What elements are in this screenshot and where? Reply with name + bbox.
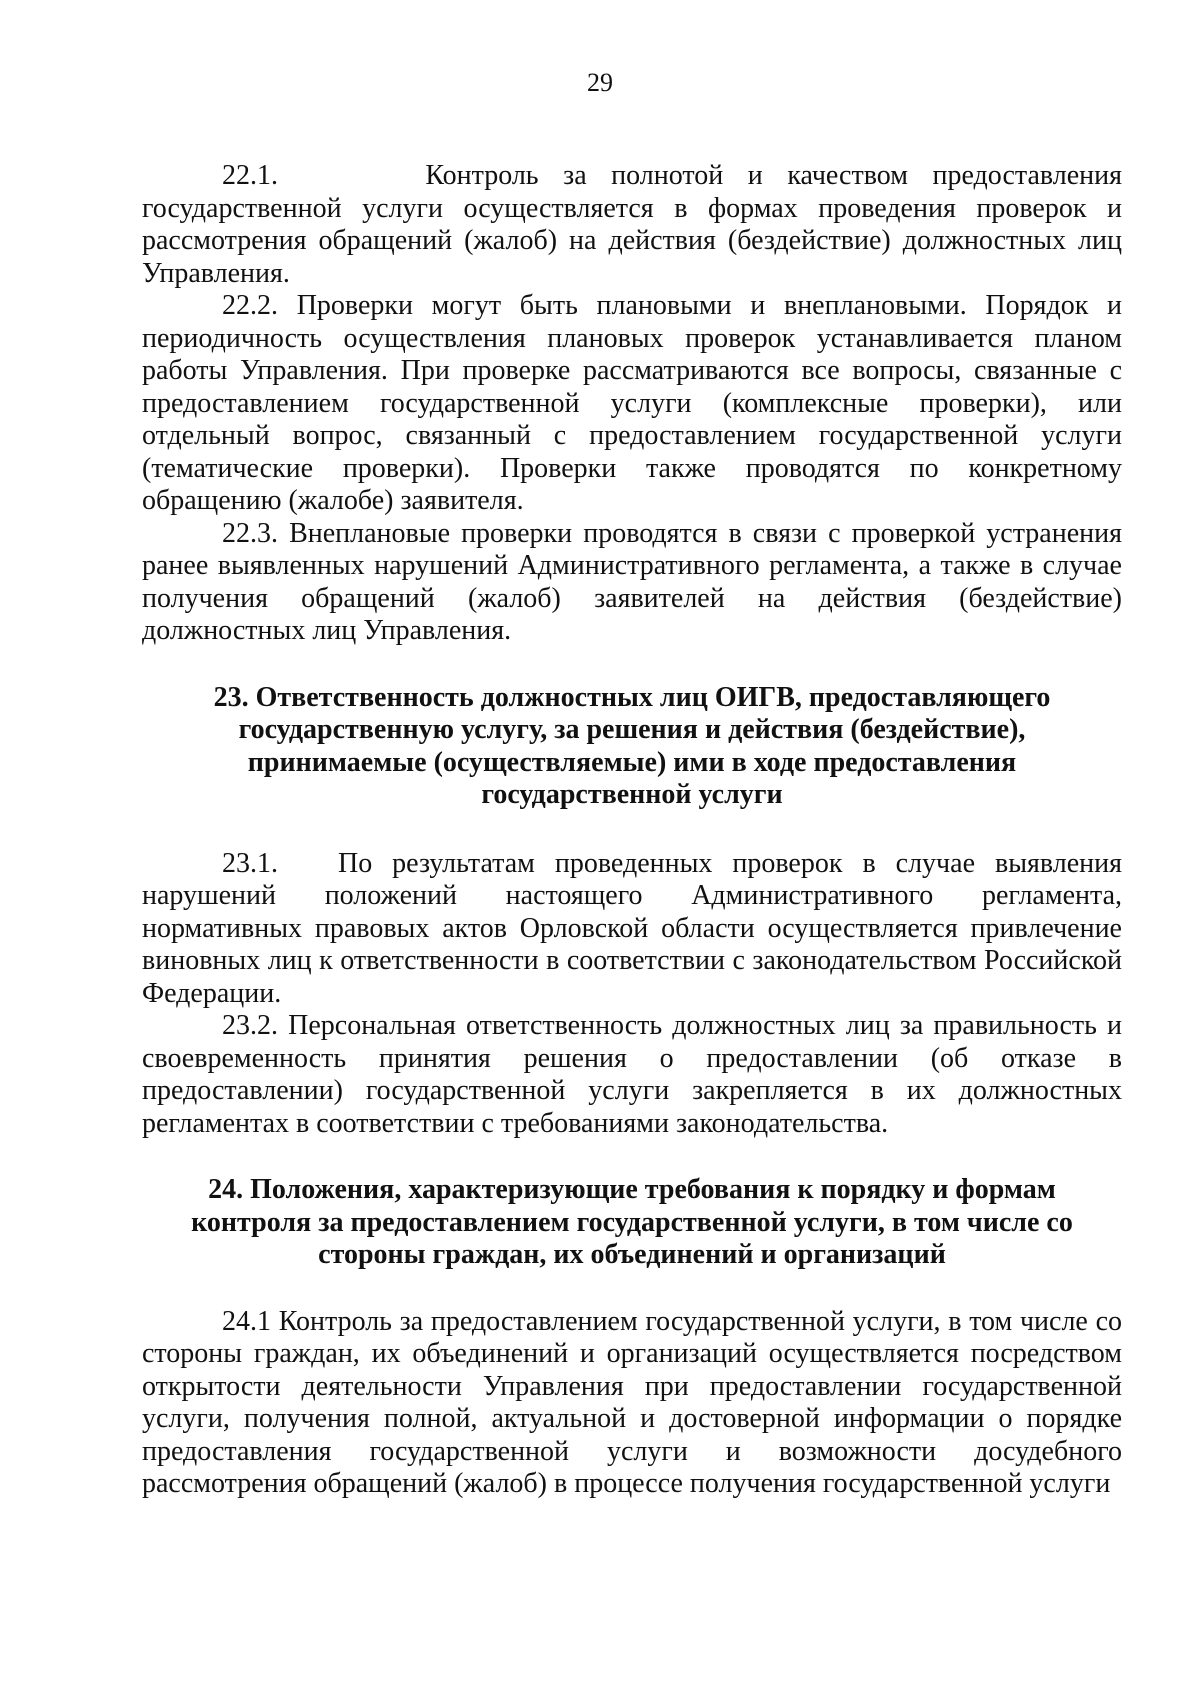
paragraph-22-2 — [142, 290, 1122, 518]
document-body — [142, 160, 1122, 1501]
paragraph-24-1 — [142, 1306, 1122, 1501]
section-heading-24: 24. Положения, характеризующие требования к порядку и формам контроля за предоставлением государственной услуги, в том числе со стороны граждан, их объединений и организаций — [191, 1174, 1073, 1270]
paragraph-number: 23.1. — [222, 847, 278, 879]
paragraph-23-1 — [142, 848, 1122, 1011]
paragraph-22-3 — [142, 518, 1122, 648]
paragraph-number: 23.2. — [222, 1010, 278, 1041]
paragraph-text: Персональная ответственность должностных лиц за правильность и своевременность принятия решения о предоставлении (об отказе в предоставлении) государственной услуги закрепляется в их должностных регламентах в соответствии с требованиями законодательства. — [142, 1010, 1123, 1139]
paragraph-text: По результатам проведенных проверок в случае выявления нарушений положений настоящего Административного регламента, нормативных правовых актов Орловской области осуществляется привлечение виновных лиц к ответственности в соответствии с законодательством Российской Федерации. — [142, 847, 1122, 1009]
paragraph-22-1 — [142, 160, 1122, 290]
paragraph-text: Внеплановые проверки проводятся в связи с проверкой устранения ранее выявленных нарушений Административного регламента, а также в случае получения обращений (жалоб) заявителей на действия (бездействие) должностных лиц Управления. — [142, 517, 1122, 646]
paragraph-text: Контроль за предоставлением государственной услуги, в том числе со стороны граждан, их объединений и организаций осуществляется посредством открытости деятельности Управления при предоставлении государственной услуги, получения полной, актуальной и достоверной информации о порядке предоставления государственной услуги и возможности досудебного рассмотрения обращений (жалоб) в процессе получения государственной услуги — [142, 1305, 1123, 1499]
section-heading-23: 23. Ответственность должностных лиц ОИГВ, предоставляющего государственную услугу, за решения и действия (бездействие), принимаемые (осуществляемые) ими в ходе предоставления государственной услуги — [213, 681, 1051, 810]
paragraph-number: 22.3. — [222, 517, 278, 549]
paragraph-number: 22.2. — [222, 290, 278, 321]
paragraph-23-2 — [142, 1010, 1122, 1140]
page-number: 29 — [587, 68, 613, 97]
paragraph-number: 22.1. — [222, 160, 278, 191]
paragraph-number: 24.1 — [222, 1305, 271, 1337]
paragraph-text: Контроль за полнотой и качеством предоставления государственной услуги осуществляется в формах проведения проверок и рассмотрения обращений (жалоб) на действия (бездействие) должностных лиц Управления. — [142, 160, 1122, 289]
paragraph-text: Проверки могут быть плановыми и внеплановыми. Порядок и периодичность осуществления плановых проверок устанавливается планом работы Управления. При проверке рассматриваются все вопросы, связанные с предоставлением государственной услуги (комплексные проверки), или отдельный вопрос, связанный с предоставлением государственной услуги (тематические проверки). Проверки также проводятся по конкретному обращению (жалобе) заявителя. — [142, 290, 1123, 516]
